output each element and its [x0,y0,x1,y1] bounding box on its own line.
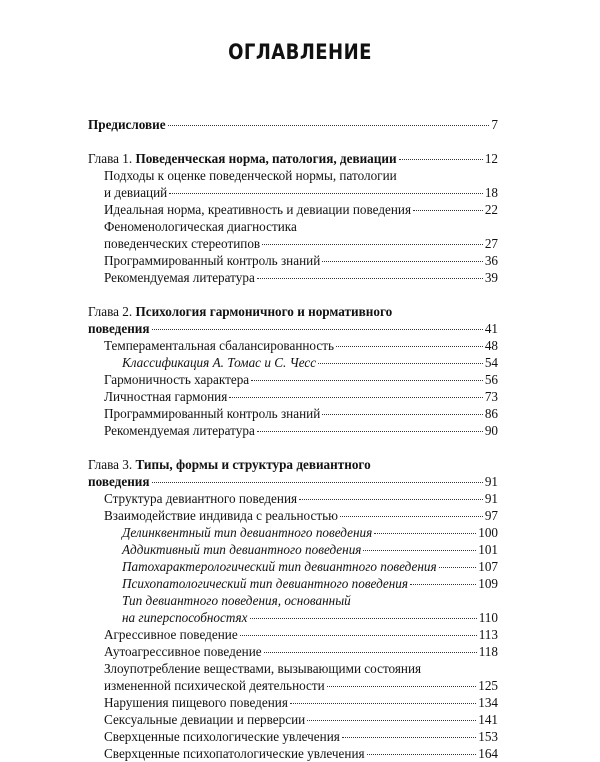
toc-entry-label-cont: поведенческих стереотипов [104,236,261,251]
dot-leader [152,482,483,483]
dot-leader [250,618,477,619]
toc-page-number: 91 [484,474,498,489]
toc-subsection[interactable] [88,354,498,371]
dot-leader [262,244,483,245]
toc-page-number: 90 [484,423,498,438]
page-title: ОГЛАВЛЕНИЕ [228,40,372,64]
toc-entry-label: Структура девиантного поведения [104,491,298,506]
toc-entry-label: Агрессивное поведение [104,627,238,642]
toc-page-number: 48 [484,338,498,353]
chapter-prefix: Глава 2. [88,304,136,319]
toc-subsection[interactable] [88,524,498,541]
toc-page-number: 54 [484,355,498,370]
chapter-title: Типы, формы и структура девиантного [135,457,371,472]
toc-entry-label: Нарушения пищевого поведения [104,695,288,710]
toc-page-number: 97 [484,508,498,523]
chapter-title: Поведенческая норма, патология, девиации [135,151,397,166]
toc-entry-label: Предисловие [88,117,166,132]
toc-page-number: 36 [484,253,498,268]
dot-leader [169,193,483,194]
toc-section[interactable] [88,337,498,354]
toc-entry-label: Сексуальные девиации и перверсии [104,712,306,727]
dot-leader [152,329,483,330]
dot-leader [322,414,483,415]
toc-page-number: 100 [478,525,498,540]
toc-entry-label: Тип девиантного поведения, основанный [122,593,351,608]
dot-leader [240,635,477,636]
dot-leader [413,210,483,211]
toc-section[interactable] [88,422,498,439]
toc-page-number: 27 [484,236,498,251]
dot-leader [340,516,483,517]
dot-leader [264,652,477,653]
toc-page-number: 73 [484,389,498,404]
toc-section[interactable] [88,388,498,405]
chapter-prefix: Глава 1. [88,151,136,166]
dot-leader [336,346,483,347]
dot-leader [322,261,483,262]
dot-leader [327,686,477,687]
toc-chapter-2[interactable] [88,303,498,337]
toc-entry-label: Аддиктивный тип девиантного поведения [122,542,362,557]
toc-entry-label: Рекомендуемая литература [104,270,255,285]
dot-leader [168,125,490,126]
toc-entry-label-cont: и девиаций [104,185,168,200]
chapter-title-cont: поведения [88,474,150,489]
toc-subsection[interactable] [88,541,498,558]
toc-entry-label: Сверхценные психологические увлечения [104,729,340,744]
toc-page-number: 7 [491,117,498,132]
chapter-title: Психология гармоничного и нормативного [135,304,393,319]
table-of-contents [88,116,498,762]
toc-entry-label: Психопатологический тип девиантного поведения [122,576,409,591]
toc-page-number: 110 [478,610,498,625]
toc-page-number: 18 [484,185,498,200]
dot-leader [318,363,483,364]
toc-chapter-1[interactable] [88,150,498,167]
toc-entry-label: Личностная гармония [104,389,228,404]
toc-entry-label-cont: на гиперспособностях [122,610,248,625]
toc-entry-preface[interactable] [88,116,498,133]
toc-entry-label: Подходы к оценке поведенческой нормы, патологии [104,168,397,183]
toc-section[interactable] [88,507,498,524]
toc-entry-label: Рекомендуемая литература [104,423,255,438]
toc-entry-label: Программированный контроль знаний [104,406,321,421]
toc-section[interactable] [88,218,498,252]
chapter-prefix: Глава 3. [88,457,136,472]
dot-leader [251,380,483,381]
toc-section[interactable] [88,167,498,201]
toc-chapter-3[interactable] [88,456,498,490]
dot-leader [342,737,476,738]
toc-page-number: 118 [478,644,498,659]
toc-section[interactable] [88,269,498,286]
toc-page-number: 164 [478,746,498,761]
dot-leader [439,567,477,568]
toc-section[interactable] [88,745,498,762]
toc-page-number: 22 [484,202,498,217]
toc-section[interactable] [88,371,498,388]
toc-section[interactable] [88,711,498,728]
toc-page-number: 91 [484,491,498,506]
toc-section[interactable] [88,643,498,660]
toc-section[interactable] [88,660,498,694]
toc-page-number: 109 [478,576,498,591]
dot-leader [374,533,476,534]
toc-entry-label: Гармоничность характера [104,372,250,387]
toc-entry-label: Темпераментальная сбалансированность [104,338,334,353]
toc-page-number: 153 [478,729,498,744]
toc-section[interactable] [88,728,498,745]
toc-page-number: 101 [478,542,498,557]
toc-entry-label: Идеальная норма, креативность и девиации поведения [104,202,412,217]
toc-page-number: 56 [484,372,498,387]
toc-subsection[interactable] [88,575,498,592]
toc-page-number: 141 [478,712,498,727]
toc-entry-label: Патохарактерологический тип девиантного поведения [122,559,437,574]
dot-leader [410,584,476,585]
dot-leader [299,499,483,500]
toc-section[interactable] [88,694,498,711]
toc-entry-label: Злоупотребление веществами, вызывающими состояния [104,661,422,676]
dot-leader [257,431,483,432]
dot-leader [257,278,483,279]
toc-entry-label: Аутоагрессивное поведение [104,644,262,659]
toc-section[interactable] [88,490,498,507]
dot-leader [229,397,483,398]
dot-leader [367,754,477,755]
dot-leader [363,550,476,551]
toc-page-number: 134 [478,695,498,710]
toc-section[interactable] [88,626,498,643]
dot-leader [290,703,476,704]
chapter-title-cont: поведения [88,321,150,336]
toc-entry-label: Делинквентный тип девиантного поведения [122,525,373,540]
toc-page-number: 39 [484,270,498,285]
toc-entry-label: Программированный контроль знаний [104,253,321,268]
dot-leader [399,159,483,160]
toc-page-number: 125 [478,678,498,693]
toc-page-number: 41 [484,321,498,336]
toc-subsection[interactable] [88,592,498,626]
toc-page-number: 113 [478,627,498,642]
toc-entry-label: Феноменологическая диагностика [104,219,297,234]
toc-section[interactable] [88,252,498,269]
toc-entry-label-cont: измененной психической деятельности [104,678,325,693]
toc-entry-label: Сверхценные психопатологические увлечения [104,746,365,761]
toc-entry-label: Классификация А. Томас и С. Чесс [122,355,317,370]
toc-page-number: 86 [484,406,498,421]
toc-section[interactable] [88,201,498,218]
toc-entry-label: Взаимодействие индивида с реальностью [104,508,338,523]
toc-section[interactable] [88,405,498,422]
toc-page-number: 12 [484,151,498,166]
dot-leader [307,720,476,721]
toc-subsection[interactable] [88,558,498,575]
toc-page-number: 107 [478,559,498,574]
